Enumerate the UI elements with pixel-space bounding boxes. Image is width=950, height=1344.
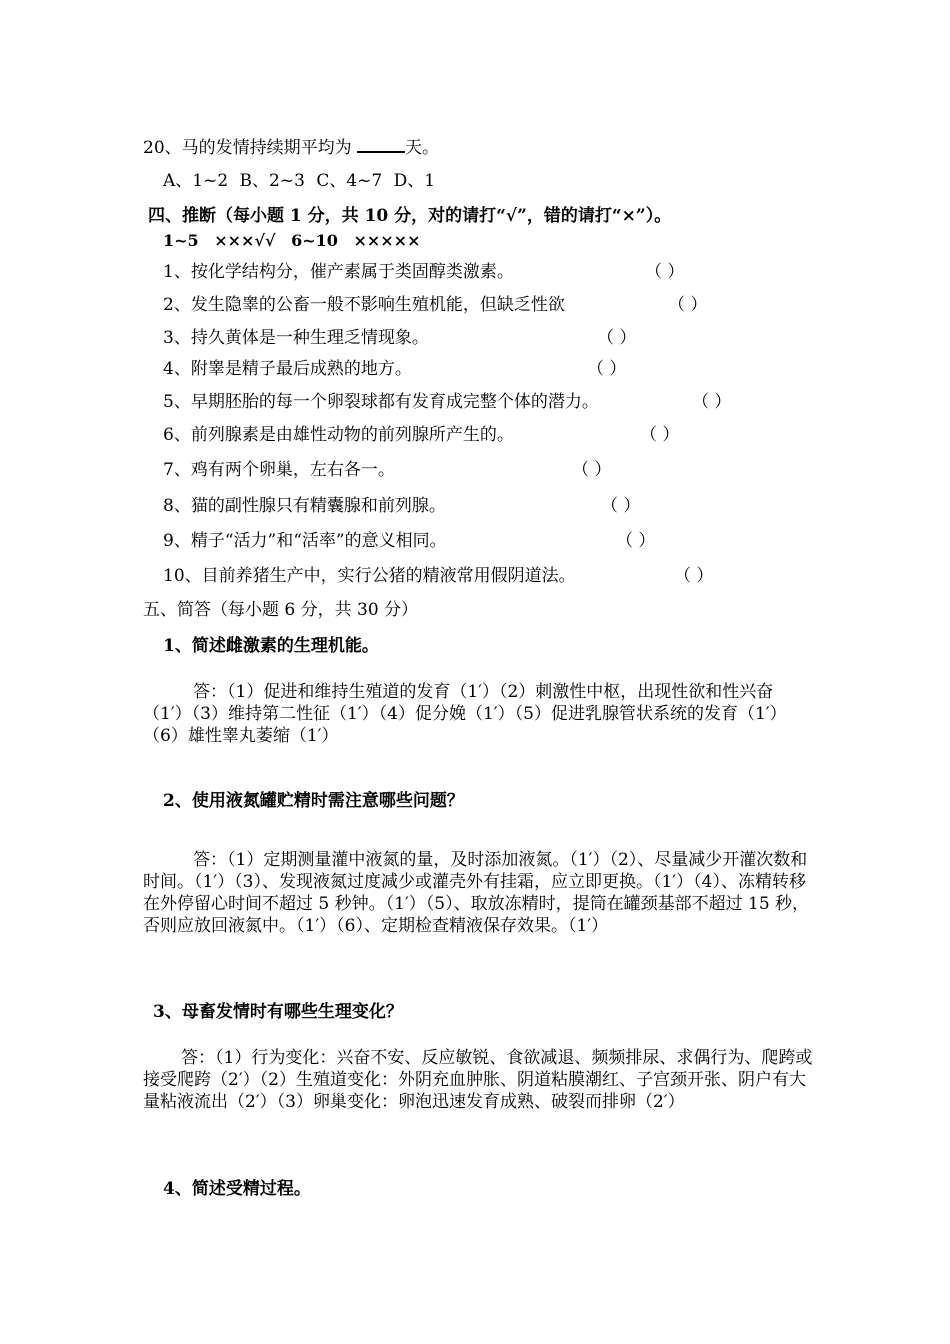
judge-item-5-paren: （ ） [692, 392, 732, 412]
judge-item-1-paren: （ ） [645, 262, 685, 282]
judge-item-7-paren: （ ） [572, 460, 612, 480]
judge-item-9: 9、精子“活力”和“活率”的意义相同。 [163, 531, 447, 551]
judge-item-4-paren: （ ） [587, 359, 627, 379]
judge-item-1: 1、按化学结构分，催产素属于类固醇类激素。 [163, 262, 514, 282]
judge-item-10: 10、目前养猪生产中，实行公猪的精液常用假阴道法。 [163, 566, 576, 586]
short-answer-1-question: 1、简述雌激素的生理机能。 [163, 636, 379, 656]
judge-item-10-paren: （ ） [674, 566, 714, 586]
question-20-options: A、1~2 B、2~3 C、4~7 D、1 [163, 171, 436, 191]
section-5-title: 五、简答（每小题 6 分，共 30 分） [143, 600, 419, 620]
judge-item-4: 4、附睾是精子最后成熟的地方。 [163, 359, 412, 379]
judge-item-8-paren: （ ） [601, 496, 641, 516]
question-20-prompt: 20、马的发情持续期平均为 [143, 138, 358, 158]
question-20-suffix: 天。 [405, 138, 440, 158]
judge-item-5: 5、早期胚胎的每一个卵裂球都有发育成完整个体的潜力。 [163, 392, 599, 412]
judge-item-3-paren: （ ） [597, 328, 637, 348]
short-answer-3-question: 3、母畜发情时有哪些生理变化？ [153, 1002, 403, 1022]
short-answer-4-question: 4、简述受精过程。 [163, 1179, 311, 1199]
question-20 [143, 135, 439, 159]
judge-item-6-paren: （ ） [640, 425, 680, 445]
short-answer-3-answer: 答：（1）行为变化：兴奋不安、反应敏锐、食欲减退、频频排尿、求偶行为、爬跨或接受爬跨（2′）（2）生殖道变化：外阴充血肿胀、阴道粘膜潮红、子宫颈开张、阴户有大量粘液流出（2′）（3）卵巢变化：卵泡迅速发育成熟、破裂而排卵（2′） [143, 1048, 813, 1112]
answer-blank [357, 135, 405, 153]
judge-item-2-paren: （ ） [668, 295, 708, 315]
judge-item-7: 7、鸡有两个卵巢，左右各一。 [163, 460, 395, 480]
judge-item-8: 8、猫的副性腺只有精囊腺和前列腺。 [163, 496, 446, 516]
section-4-answer-key: 1~5 ×××√√ 6~10 ××××× [163, 231, 421, 250]
judge-item-9-paren: （ ） [616, 531, 656, 551]
judge-item-3: 3、持久黄体是一种生理乏情现象。 [163, 328, 429, 348]
section-4-title: 四、推断（每小题 1 分，共 10 分，对的请打“√”，错的请打“×”）。 [148, 206, 672, 226]
judge-item-2: 2、发生隐睾的公畜一般不影响生殖机能，但缺乏性欲 [163, 295, 565, 315]
judge-item-6: 6、前列腺素是由雄性动物的前列腺所产生的。 [163, 425, 514, 445]
short-answer-2-question: 2、使用液氮罐贮精时需注意哪些问题？ [163, 791, 464, 811]
short-answer-2-answer: 答：（1）定期测量灌中液氮的量，及时添加液氮。（1′）（2）、尽量减少开灌次数和时间。（1′）（3）、发现液氮过度减少或灌壳外有挂霜，应立即更换。（1′）（4）、冻精转移在外停留心时间不超过 5 秒钟。（1′）（5）、取放冻精时，提筒在罐颈基部不超过 15 秒，否则应放回液氮中。（1′）（6）、定期检查精液保存效果。（1′） [143, 850, 810, 936]
short-answer-1-answer: 答：（1）促进和维持生殖道的发育（1′）（2）刺激性中枢，出现性欲和性兴奋（1′）（3）维持第二性征（1′）（4）促分娩（1′）（5）促进乳腺管状系统的发育（1′）（6）雄性睾丸萎缩（1′） [143, 682, 787, 746]
